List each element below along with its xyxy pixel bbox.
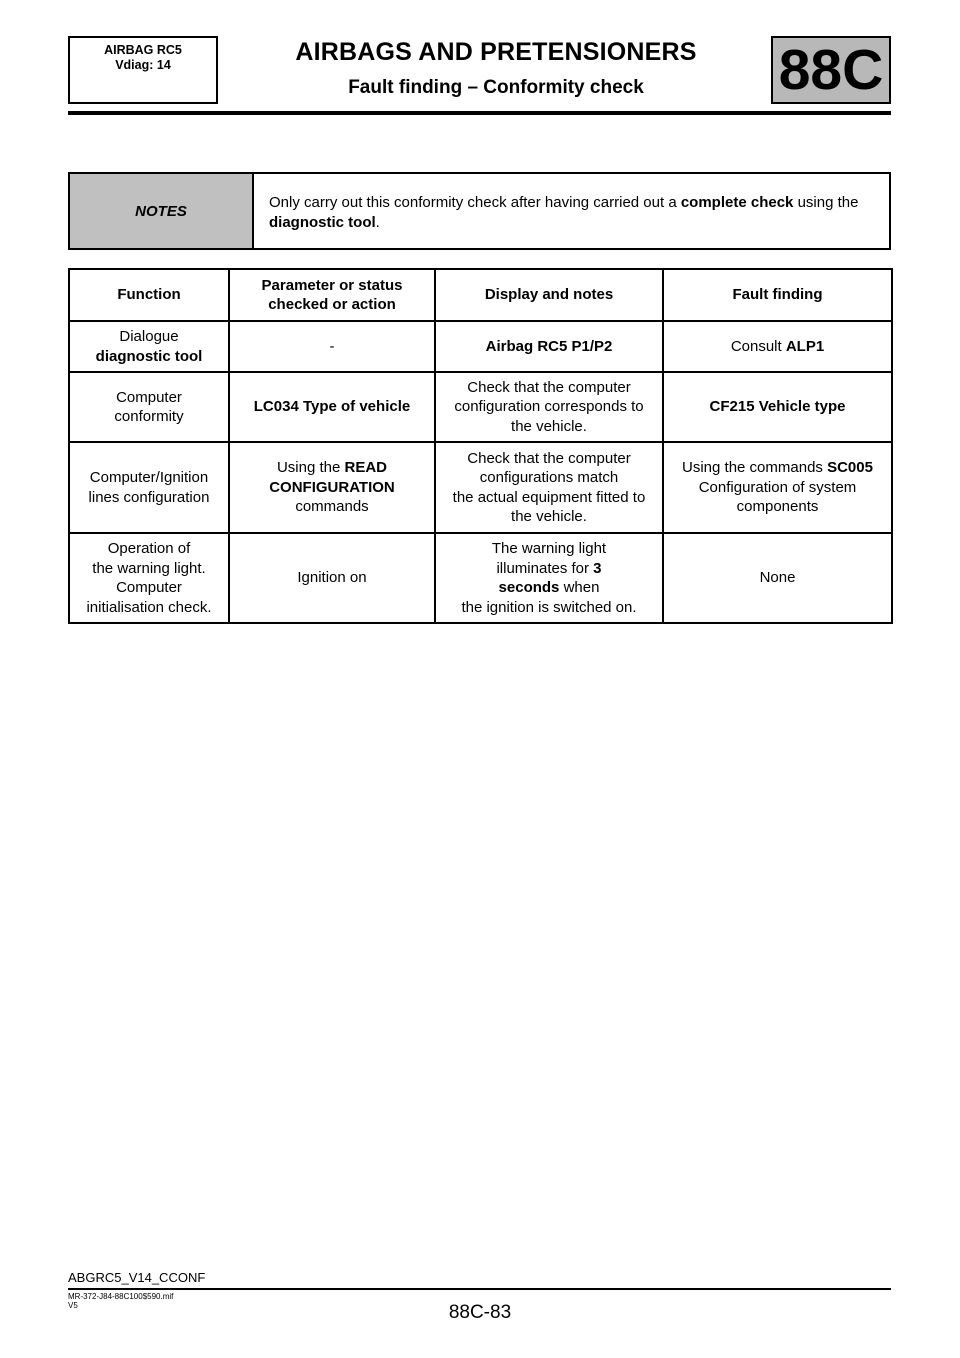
cell-function: Operation of the warning light. Computer initialisation check. [69, 533, 229, 623]
system-name: AIRBAG RC5 [104, 43, 182, 57]
column-header-function: Function [69, 269, 229, 321]
cell-parameter: Ignition on [229, 533, 435, 623]
conformity-check-table [68, 268, 893, 624]
page-number: 88C-83 [448, 1302, 512, 1323]
column-header-parameter: Parameter or status checked or action [229, 269, 435, 321]
cell-fault-finding: Using the commands SC005 Configuration of system components [663, 442, 892, 533]
table-row [69, 372, 892, 442]
cell-function: Dialogue diagnostic tool [69, 321, 229, 372]
cell-fault-finding: None [663, 533, 892, 623]
notes-box [68, 172, 891, 250]
page-subtitle: Fault finding – Conformity check [348, 77, 644, 98]
table-row [69, 533, 892, 623]
table-row [69, 442, 892, 533]
table-header-row [69, 269, 892, 321]
header-divider [68, 111, 891, 115]
cell-fault-finding: Consult ALP1 [663, 321, 892, 372]
cell-function: Computer conformity [69, 372, 229, 442]
cell-display: Check that the computer configuration corresponds to the vehicle. [435, 372, 663, 442]
document-reference: ABGRC5_V14_CCONF [68, 1270, 206, 1285]
source-file-info: MR-372-J84-88C100$590.mif V5 [68, 1292, 174, 1310]
notes-text: Only carry out this conformity check after having carried out a complete check using the diagnostic tool. [269, 194, 859, 231]
cell-fault-finding: CF215 Vehicle type [663, 372, 892, 442]
cell-parameter: - [229, 321, 435, 372]
section-code: 88C [771, 36, 891, 104]
table-row [69, 321, 892, 372]
cell-function: Computer/Ignition lines configuration [69, 442, 229, 533]
cell-display: The warning light illuminates for 3 seconds when the ignition is switched on. [435, 533, 663, 623]
cell-display: Airbag RC5 P1/P2 [435, 321, 663, 372]
footer-divider [68, 1288, 891, 1290]
cell-display: Check that the computer configurations match the actual equipment fitted to the vehicle. [435, 442, 663, 533]
column-header-display: Display and notes [435, 269, 663, 321]
notes-label: NOTES [70, 174, 254, 248]
vehicle-system-box [68, 36, 218, 104]
cell-parameter: LC034 Type of vehicle [229, 372, 435, 442]
page-title: AIRBAGS AND PRETENSIONERS [295, 38, 697, 66]
cell-parameter: Using the READ CONFIGURATION commands [229, 442, 435, 533]
column-header-fault-finding: Fault finding [663, 269, 892, 321]
vdiag-version: Vdiag: 14 [115, 58, 171, 72]
